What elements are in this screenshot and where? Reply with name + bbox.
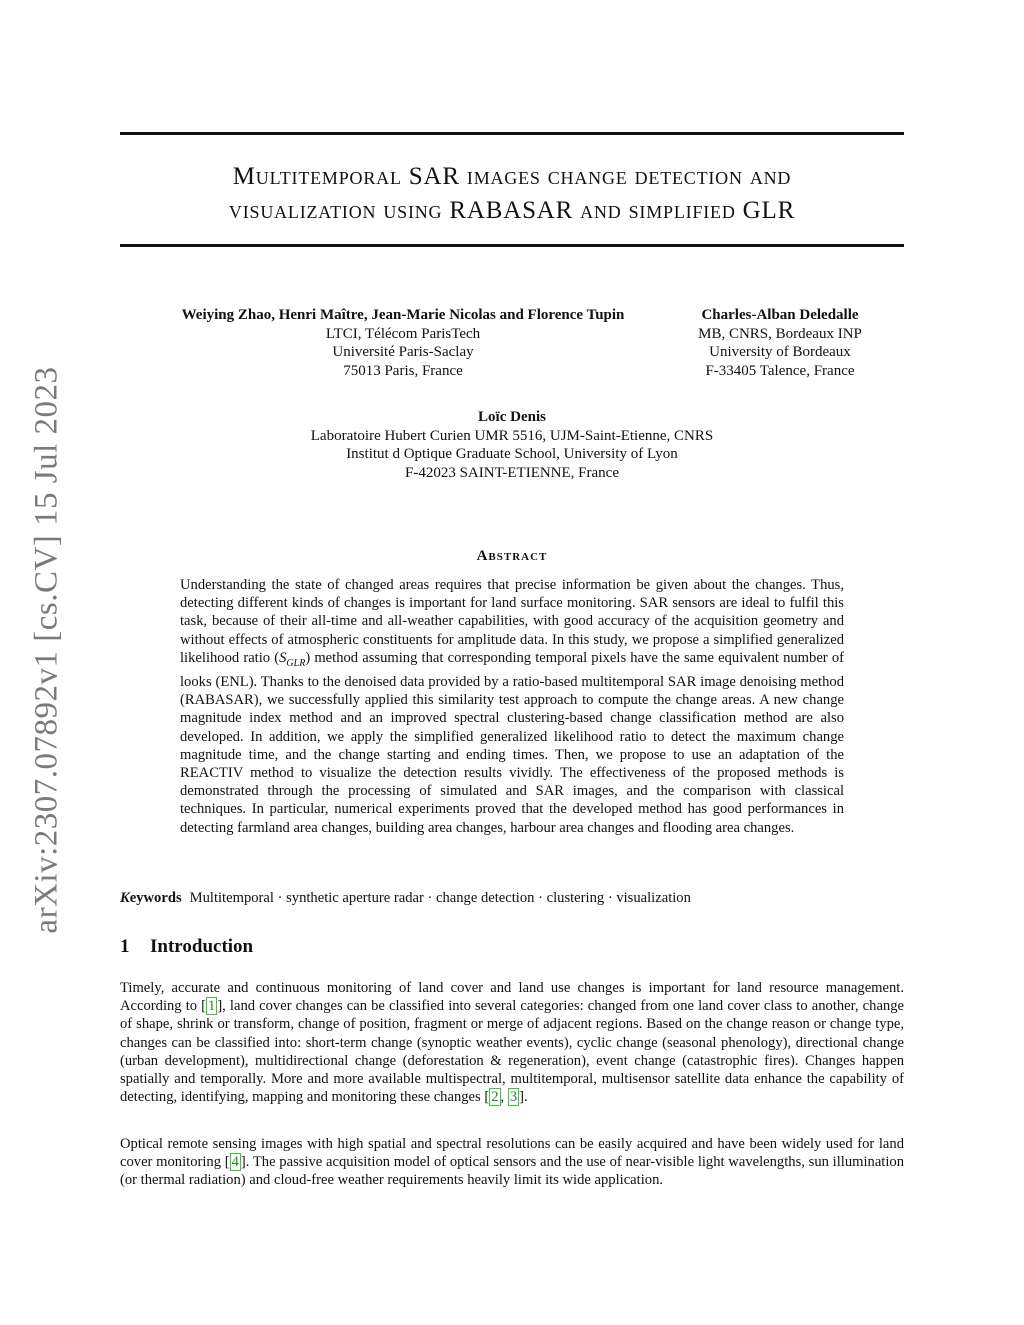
title-text: Multitemporal [232,163,409,190]
paragraph-text: ]. The passive acquisition model of optical sensors and the use of near-visible light wavelengths, sun illumination (or thermal radiation) and cloud-free weather requirements heavily limit its wide application. [120,1154,904,1189]
author-group-3 [262,408,762,482]
affiliation-line: Institut d Optique Graduate School, University of Lyon [346,446,678,462]
title-text: images change detection and [459,163,792,190]
citation-link[interactable]: 3 [509,1089,518,1106]
title-line-2 [120,194,904,228]
author-group-2 [680,306,880,380]
author-names: Loïc Denis [478,409,546,425]
citation-link[interactable]: 4 [231,1154,239,1171]
math-subscript: GLR [286,657,306,669]
keywords-text: Multitemporal · synthetic aperture radar · change detection · clustering · visualization [189,890,691,906]
affiliation-line: 75013 Paris, France [343,362,463,379]
title-text: RABASAR [449,197,574,224]
arxiv-identifier-stamp: arXiv:2307.07892v1 [cs.CV] 15 Jul 2023 [28,366,65,934]
title-text: GLR [742,197,796,224]
section-title: Introduction [150,936,254,957]
paragraph-text: ]. [519,1089,528,1106]
section-number: 1 [120,936,130,957]
citation-link[interactable]: 1 [208,998,216,1015]
intro-paragraph-2 [120,1135,904,1190]
citation-link[interactable]: 2 [491,1089,499,1106]
paper-title [120,160,904,228]
keywords-label [120,890,182,906]
author-names: Charles-Alban Deledalle [701,307,859,323]
math-symbol: S [279,649,287,666]
paragraph-text: Timely, accurate and continuous monitoring of land cover and land use changes is important for land resource management. According to [ [120,980,904,1015]
affiliation-line: F-33405 Talence, France [705,362,855,379]
keywords-label-rest: eywords [129,890,182,906]
paragraph-text: , [500,1089,508,1106]
paragraph-text: ], land cover changes can be classified into several categories: changed from one land cover class to another, change of shape, shrink or transform, change of position, fragment or merge of adjacent regions. Based on the change reason or change type, changes can be classified into: short-term change (synoptic weather events), cyclic change (seasonal phenology), directional change (urban development), multidirectional change (deforestation & regeneration), event change (catastrophic fires). Changes happen spatially and temporally. More and more available multispectral, multitemporal, multisensor satellite data enhance the capability of detecting, identifying, mapping and monitoring these changes [ [120,998,904,1106]
affiliation-line: Laboratoire Hubert Curien UMR 5516, UJM-Saint-Etienne, CNRS [310,427,714,444]
abstract-text: Understanding the state of changed areas requires that precise information be given about the changes. Thus, detecting different kinds of changes is important for land surface monitoring. SAR sensors are ideal to fulfil this task, because of their all-time and all-weather capabilities, with good accuracy of the acquisition geometry and without effects of atmospheric constituents for amplitude data. In this study, we propose a simplified generalized likelihood ratio ( [180,577,844,666]
affiliation-line: F-42023 SAINT-ETIENNE, France [405,464,619,481]
title-text: SAR [408,163,460,190]
author-names: Weiying Zhao, Henri Maître, Jean-Marie Nicolas and Florence Tupin [181,307,625,323]
paragraph-text: Optical remote sensing images with high spatial and spectral resolutions can be easily acquired and have been widely used for land cover monitoring [ [120,1136,904,1171]
affiliation-line: LTCI, Télécom ParisTech [325,325,481,342]
keywords-label-initial: K [120,890,130,906]
section-heading [120,936,253,958]
title-text: and simplified [573,197,743,224]
author-group-1 [150,306,656,380]
intro-paragraph-1 [120,979,904,1106]
title-top-rule [120,132,904,135]
title-text: visualization using [228,197,450,224]
title-line-1 [120,160,904,194]
abstract-heading: Abstract [476,548,548,564]
abstract-text: ) method assuming that corresponding temporal pixels have the same equivalent number of looks (ENL). Thanks to the denoised data provided by a ratio-based multitemporal SAR image denoising method (RABASAR), we successfully applied this similarity test approach to compute the change areas. A new change magnitude index method and an improved spectral clustering-based change classification method are also developed. In addition, we apply the simplified generalized likelihood ratio to detect the maximum change magnitude time, and the change starting and ending times. Then, we propose to use an adaptation of the REACTIV method to visualize the detection results vividly. The effectiveness of the proposed methods is demonstrated through the processing of simulated and SAR images, and the comparison with classical techniques. In particular, numerical experiments proved that the developed method has good performances in detecting farmland area changes, building area changes, harbour area changes and flooding area changes. [180,649,844,836]
affiliation-line: MB, CNRS, Bordeaux INP [698,325,862,342]
affiliation-line: Université Paris-Saclay [332,344,474,360]
keywords-line [120,889,904,907]
affiliation-line: University of Bordeaux [709,344,851,360]
abstract-body [180,576,844,837]
title-bottom-rule [120,244,904,247]
